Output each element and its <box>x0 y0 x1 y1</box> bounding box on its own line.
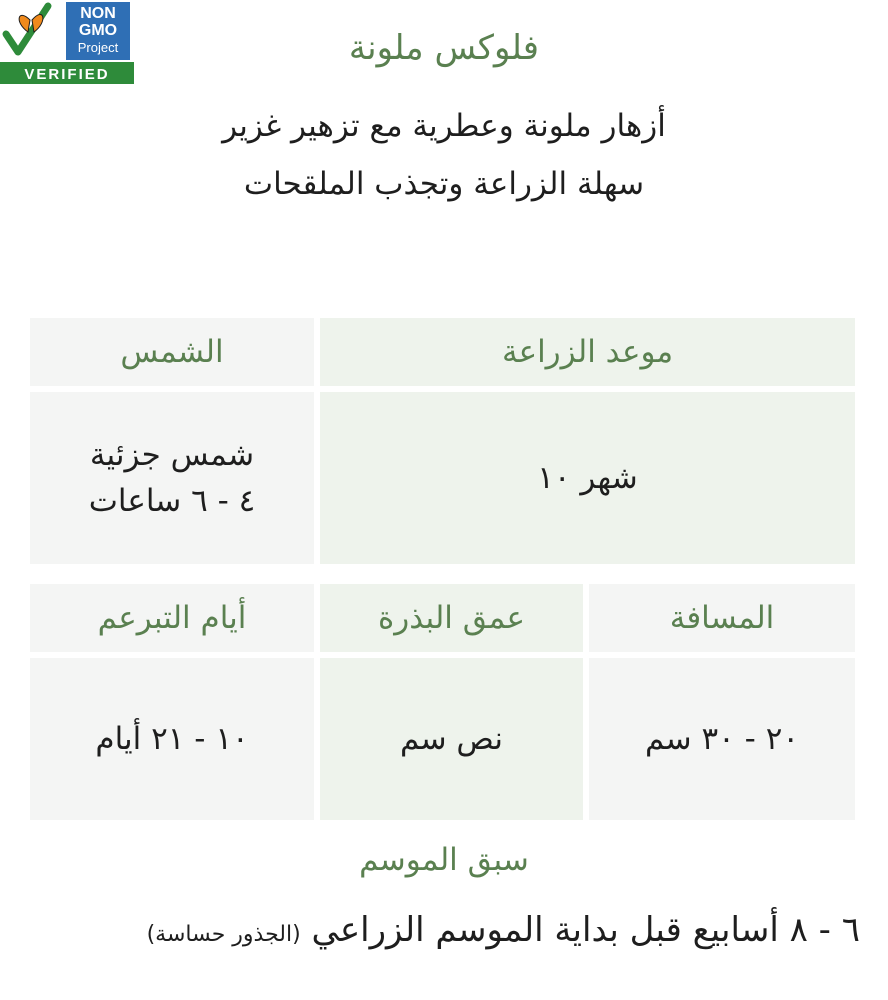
sun-header: الشمس <box>30 318 314 386</box>
sun-value-line1: شمس جزئية <box>89 436 255 473</box>
seed-depth-value: نص سم <box>320 658 583 820</box>
logo-line3: Project <box>77 40 119 55</box>
germination-days-header: أيام التبرعم <box>30 584 314 652</box>
logo-badge: VERIFIED <box>24 66 110 83</box>
product-description-line1: أزهار ملونة وعطرية مع تزهير غزير <box>222 108 666 144</box>
planting-date-header: موعد الزراعة <box>320 318 855 386</box>
seed-depth-header: عمق البذرة <box>320 584 583 652</box>
season-title: سبق الموسم <box>359 842 529 878</box>
season-info <box>147 910 860 950</box>
planting-date-value: شهر ١٠ <box>320 392 855 564</box>
germination-days-value: ١٠ - ٢١ أيام <box>30 658 314 820</box>
sun-value-line2: ٤ - ٦ ساعات <box>88 483 256 519</box>
spacing-value: ٢٠ - ٣٠ سم <box>589 658 855 820</box>
product-title: فلوكس ملونة <box>348 28 540 68</box>
logo-line1: NON <box>80 5 116 22</box>
spacing-header: المسافة <box>589 584 855 652</box>
sun-value <box>30 392 314 564</box>
season-text: ٦ - ٨ أسابيع قبل بداية الموسم الزراعي <box>311 910 860 950</box>
season-note: (الجذور حساسة) <box>146 922 301 947</box>
product-description-line2: سهلة الزراعة وتجذب الملقحات <box>243 166 645 202</box>
logo-line2: GMO <box>78 22 118 39</box>
